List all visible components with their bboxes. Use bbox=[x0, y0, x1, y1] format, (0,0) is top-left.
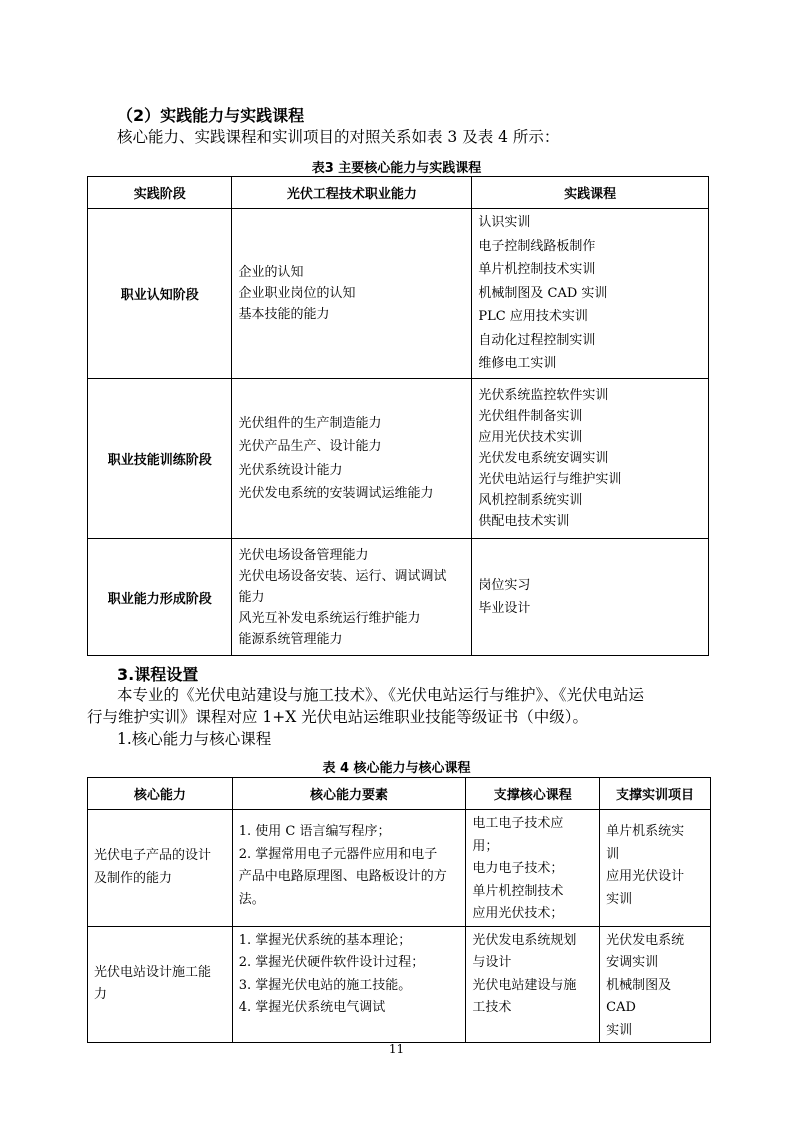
ability-item: 光伏产品生产、设计能力 bbox=[238, 439, 382, 454]
element-line: 法。 bbox=[238, 891, 265, 907]
stage-cell: 职业技能训练阶段 bbox=[88, 379, 232, 539]
table3-header: 实践课程 bbox=[472, 177, 709, 209]
ability-item: 能源系统管理能力 bbox=[238, 631, 343, 647]
project-line: 应用光伏设计 bbox=[606, 869, 685, 884]
element-line: 1. 使用 C 语言编写程序； bbox=[238, 824, 391, 839]
table3-header: 光伏工程技术职业能力 bbox=[232, 177, 472, 209]
project-line: 单片机系统实 bbox=[606, 824, 685, 839]
ability-item: 企业职业岗位的认知 bbox=[238, 286, 356, 301]
section-heading: （2）实践能力与实践课程 bbox=[117, 106, 305, 125]
table4-caption: 表 4 核心能力与核心课程 bbox=[322, 761, 471, 776]
course-item: 电子控制线路板制作 bbox=[478, 238, 596, 254]
courses-cell bbox=[466, 810, 600, 927]
ability-item: 光伏组件的生产制造能力 bbox=[238, 415, 382, 431]
abilities-cell bbox=[232, 379, 472, 539]
ability-line: 力 bbox=[94, 987, 108, 1003]
subsection-heading: 1.核心能力与核心课程 bbox=[117, 730, 272, 748]
element-line: 产品中电路原理图、电路板设计的方 bbox=[238, 869, 447, 884]
course-line: 光伏电站建设与施 bbox=[472, 977, 577, 993]
elements-cell bbox=[232, 810, 466, 927]
table3-header-row bbox=[88, 177, 709, 209]
course-item: 风机控制系统实训 bbox=[478, 493, 583, 508]
course-item: 光伏系统监控软件实训 bbox=[478, 388, 609, 403]
ability-item: 能力 bbox=[238, 589, 265, 605]
course-line: 用； bbox=[472, 838, 499, 854]
element-line: 2. 掌握常用电子元器件应用和电子 bbox=[238, 846, 438, 862]
course-line: 应用光伏技术； bbox=[472, 906, 564, 921]
project-line: 机械制图及 CAD bbox=[606, 977, 672, 1015]
element-line: 3. 掌握光伏电站的施工技能。 bbox=[238, 977, 412, 993]
paragraph-line: 本专业的《光伏电站建设与施工技术》、《光伏电站运行与维护》、《光伏电站运 bbox=[117, 686, 645, 704]
courses-cell bbox=[472, 379, 709, 539]
project-line: 训 bbox=[606, 846, 620, 862]
course-item: 应用光伏技术实训 bbox=[478, 430, 583, 445]
ability-item: 光伏电场设备安装、运行、调试调试 bbox=[238, 568, 447, 584]
course-item: 供配电技术实训 bbox=[478, 514, 570, 529]
project-line: 实训 bbox=[606, 891, 633, 907]
paragraph-line: 行与维护实训》课程对应 1+X 光伏电站运维职业技能等级证书（中级）。 bbox=[87, 708, 588, 726]
table4-header: 核心能力 bbox=[88, 778, 233, 810]
stage-cell: 职业认知阶段 bbox=[88, 209, 232, 379]
page-number: 11 bbox=[388, 1042, 405, 1056]
table-row bbox=[88, 379, 709, 539]
ability-item: 光伏系统设计能力 bbox=[238, 462, 343, 478]
project-line: 安调实训 bbox=[606, 955, 659, 970]
course-item: 机械制图及 CAD 实训 bbox=[478, 285, 608, 301]
course-item: PLC 应用技术实训 bbox=[478, 309, 588, 325]
ability-cell bbox=[88, 810, 233, 927]
table4-header-row bbox=[88, 778, 711, 810]
table3-header: 实践阶段 bbox=[88, 177, 232, 209]
abilities-cell bbox=[232, 539, 472, 656]
ability-item: 基本技能的能力 bbox=[238, 307, 330, 322]
course-line: 单片机控制技术 bbox=[472, 883, 564, 899]
table4-header: 核心能力要素 bbox=[232, 778, 466, 810]
course-item: 维修电工实训 bbox=[478, 356, 557, 372]
course-item: 岗位实习 bbox=[478, 577, 531, 593]
stage-cell: 职业能力形成阶段 bbox=[88, 539, 232, 656]
ability-cell bbox=[88, 926, 233, 1043]
elements-cell bbox=[232, 926, 466, 1043]
table-row bbox=[88, 209, 709, 379]
ability-line: 光伏电子产品的设计 bbox=[94, 848, 212, 864]
element-line: 4. 掌握光伏系统电气调试 bbox=[238, 1000, 386, 1015]
project-line: 实训 bbox=[606, 1022, 633, 1038]
section-intro: 核心能力、实践课程和实训项目的对照关系如表 3 及表 4 所示： bbox=[117, 128, 560, 146]
ability-item: 光伏发电系统的安装调试运维能力 bbox=[238, 486, 434, 501]
course-line: 电力电子技术； bbox=[472, 861, 564, 876]
course-item: 毕业设计 bbox=[478, 601, 531, 616]
table4 bbox=[87, 777, 711, 1043]
course-item: 单片机控制技术实训 bbox=[478, 262, 596, 278]
course-line: 工技术 bbox=[472, 1000, 512, 1015]
table-row bbox=[88, 810, 711, 927]
course-line: 电工电子技术应 bbox=[472, 816, 564, 831]
projects-cell bbox=[600, 810, 711, 927]
projects-cell bbox=[600, 926, 711, 1043]
ability-line: 光伏电站设计施工能 bbox=[94, 964, 212, 980]
course-item: 认识实训 bbox=[478, 215, 531, 231]
table-row bbox=[88, 926, 711, 1043]
table-row bbox=[88, 539, 709, 656]
table3-caption: 表3 主要核心能力与实践课程 bbox=[311, 161, 482, 176]
course-item: 光伏发电系统安调实训 bbox=[478, 451, 609, 466]
course-item: 光伏电站运行与维护实训 bbox=[478, 472, 622, 487]
course-line: 与设计 bbox=[472, 955, 512, 970]
element-line: 1. 掌握光伏系统的基本理论； bbox=[238, 932, 412, 948]
project-line: 光伏发电系统 bbox=[606, 932, 685, 948]
ability-item: 光伏电场设备管理能力 bbox=[238, 547, 369, 563]
table4-header: 支撑核心课程 bbox=[466, 778, 600, 810]
course-item: 光伏组件制备实训 bbox=[478, 409, 583, 424]
ability-line: 及制作的能力 bbox=[94, 870, 173, 886]
table4-header: 支撑实训项目 bbox=[600, 778, 711, 810]
courses-cell bbox=[472, 209, 709, 379]
courses-cell bbox=[472, 539, 709, 656]
ability-item: 企业的认知 bbox=[238, 265, 304, 280]
course-line: 光伏发电系统规划 bbox=[472, 932, 577, 948]
element-line: 2. 掌握光伏硬件软件设计过程； bbox=[238, 955, 425, 970]
abilities-cell bbox=[232, 209, 472, 379]
table3 bbox=[87, 176, 709, 656]
course-item: 自动化过程控制实训 bbox=[478, 332, 596, 348]
courses-cell bbox=[466, 926, 600, 1043]
section-heading: 3.课程设置 bbox=[117, 665, 199, 684]
ability-item: 风光互补发电系统运行维护能力 bbox=[238, 610, 421, 626]
